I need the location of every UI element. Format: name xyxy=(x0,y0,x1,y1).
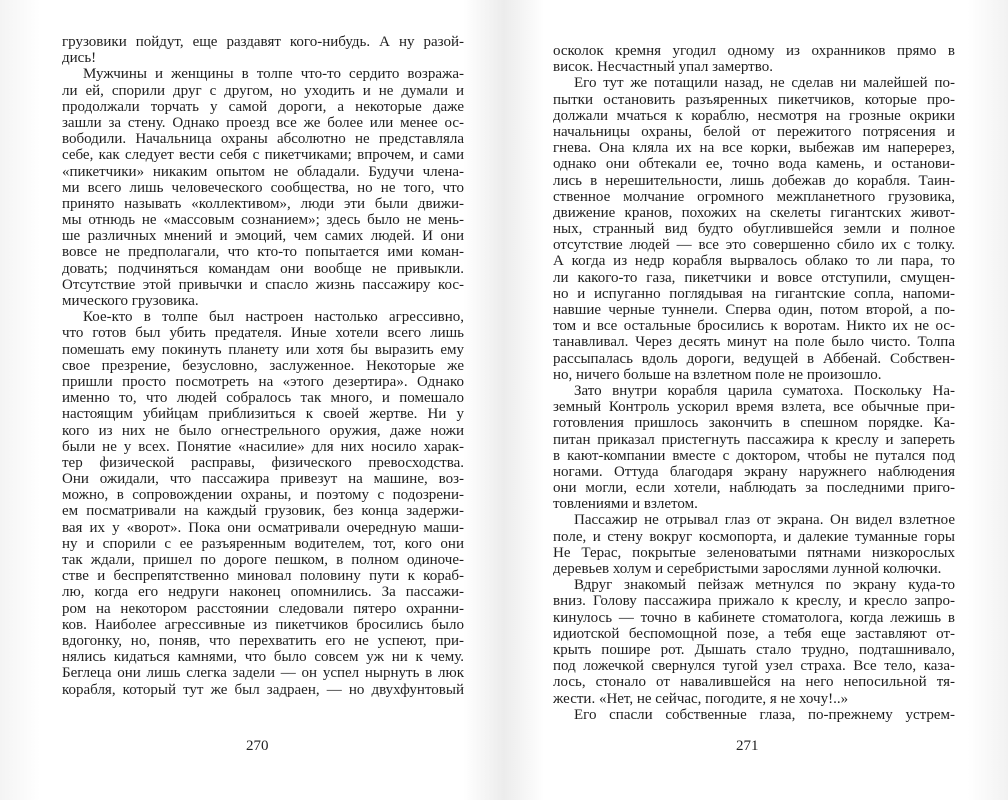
text-line: корабля, который тут же был задраен, — но двухфунтовый xyxy=(62,681,464,698)
text-line: но и испуганно поглядывая на гигантские сопла, напоми- xyxy=(553,285,955,302)
text-line: так ждали, пришел по дороге пешком, в полном одиноче- xyxy=(62,552,464,568)
text-line: Кое-кто в толпе был настроен настолько агрессивно, xyxy=(83,309,464,326)
text-line: Мужчины и женщины в толпе что-то сердито возража- xyxy=(83,66,464,83)
text-line: Его спасли собственные глаза, по-прежнему устрем- xyxy=(574,706,955,723)
text-line: вниз. Голову пассажира прижало к креслу, и кресло запро- xyxy=(553,593,955,610)
text-line: довать; подчиняться командам они вообще не привыкли. xyxy=(62,260,464,277)
text-line: можно, в сопровождении охраны, и поэтому с подозрени- xyxy=(62,487,464,504)
text-line: лю, когда его недруги наконец опомнились. За пассажи- xyxy=(62,584,464,601)
text-line: кого из них не было огнестрельного оружия, даже ножи xyxy=(62,422,464,439)
text-line: мического грузовика. xyxy=(62,293,199,309)
text-line: поле, и стену вокруг космопорта, и далекие туманные горы xyxy=(553,528,955,545)
text-line: были не у всех. Понятие «насилие» для них носило харак- xyxy=(62,438,464,455)
text-line: Зато внутри корабля царила суматоха. Поскольку На- xyxy=(574,382,955,399)
text-line: себе, как следует вести себя с пикетчиками; впрочем, и сами xyxy=(62,147,464,164)
text-line: пришли просто посмотреть на «этого дезертира». Однако xyxy=(62,373,464,390)
text-line: «пикетчики» никаким опытом не обладали. Будучи члена- xyxy=(62,163,464,180)
text-line: ногами. Оттуда благодаря экрану наружнего наблюдения xyxy=(553,463,955,480)
text-line: лось, стонало от навалившейся на него непосильной тя- xyxy=(553,674,955,691)
page-number-left: 270 xyxy=(246,738,269,754)
text-line: движение кранов, похожих на скелеты гигантских живот- xyxy=(553,204,955,221)
text-line: начальницы охраны, белой от пережитого потрясения и xyxy=(553,123,955,140)
text-line: питан приказал пристегнуть пассажира к креслу и запереть xyxy=(553,431,955,448)
text-line: ну и спорили с ее разъяренным водителем, тот, кого они xyxy=(62,535,464,552)
text-line: помешать ему покинуть планету или хотя бы выразить ему xyxy=(62,341,464,358)
text-line: ли какого-то газа, пикетчики и вовсе отступили, смущен- xyxy=(553,269,955,286)
text-line: принято называть «коллективом», люди эти были движи- xyxy=(62,195,464,212)
text-line: гнева. Она кляла их на все корки, выбежав им наперерез, xyxy=(553,140,955,157)
text-line: вдогонку, но, поняв, что перехватить его не успеют, при- xyxy=(62,632,464,649)
text-line: Пассажир не отрывал глаз от экрана. Он видел взлетное xyxy=(574,512,955,529)
text-line: том и все остальные бросились к воротам. Никто их не ос- xyxy=(553,318,955,335)
text-line: кинулось — точно в кабинете стоматолога, когда лежишь в xyxy=(553,609,955,626)
text-line: лись в нерешительности, лишь добежав до корабля. Таин- xyxy=(553,172,955,189)
text-line: под ложечкой свернулся тугой узел страха. Все тело, каза- xyxy=(553,658,955,675)
text-line: что готов был убить предателя. Иные хотели всего лишь xyxy=(62,325,464,342)
text-line: вободили. Начальница охраны абсолютно не представляла xyxy=(62,131,464,148)
text-line: зашли за стену. Однако проезд все же более или менее ос- xyxy=(62,114,464,131)
text-line: вовсе не предполагали, что кто-то попытается ими коман- xyxy=(62,244,464,261)
text-line: ми всего лишь человеческого сообщества, но не того, что xyxy=(62,179,464,196)
text-line: однако они обтекали ее, точно вода камень, и останови- xyxy=(553,156,955,173)
right-page-text xyxy=(553,43,955,723)
text-line: Они ожидали, что пассажира привезут на машине, воз- xyxy=(62,471,464,488)
text-line: навшие черные туннели. Сперва один, потом второй, а по- xyxy=(553,302,955,318)
text-line: ше различных мнений и эмоций, чем самих людей. И они xyxy=(62,228,464,245)
text-line: крыть пошире рот. Дышать стало трудно, подташнивало, xyxy=(553,641,955,658)
text-line: мы отнюдь не «массовым сознанием»; здесь было не мень- xyxy=(62,212,464,229)
text-line: но, ничего больше на взлетном поле не произошло. xyxy=(553,366,882,383)
text-line: ли ей, спорили друг с другом, но уходить и не думали и xyxy=(62,82,464,99)
text-line: грузовики пойдут, еще раздавят кого-нибудь. А ну разой- xyxy=(62,34,464,50)
text-line: дись! xyxy=(62,50,97,67)
text-line: готовления пришлось закончить в спешном порядке. Ка- xyxy=(553,415,955,432)
left-page-text xyxy=(62,34,464,698)
text-line: деревьев холум и серебристыми зарослями лунной колючки. xyxy=(553,561,942,577)
text-line: Его тут же потащили назад, не сделав ни малейшей по- xyxy=(574,75,955,92)
text-line: именно то, что людей собралось так много, и помешало xyxy=(62,390,464,407)
text-line: должали мчаться к кораблю, несмотря на грозные окрики xyxy=(553,107,955,124)
text-line: Отсутствие этой привычки и спасло жизнь пассажиру кос- xyxy=(62,276,464,293)
text-line: отсутствие людей — все это совершенно сбило их с толку. xyxy=(553,237,955,254)
text-line: земный Контроль ускорил время взлета, все обычные при- xyxy=(553,399,955,416)
text-line: жести. «Нет, не сейчас, погодите, я не хочу!..» xyxy=(553,690,849,707)
text-line: Беглеца они лишь слегка задели — он успел нырнуть в люк xyxy=(62,665,464,682)
text-line: стве и беспрепятственно миновал половину пути к кораб- xyxy=(62,568,464,585)
text-line: идиотской беспомощной позе, а тебя еще заставляют от- xyxy=(553,625,955,642)
text-line: продолжали торчать у самой дороги, а некоторые даже xyxy=(62,98,464,115)
text-line: висок. Несчастный упал замертво. xyxy=(553,59,773,76)
text-line: свое презрение, безусловно, заслуженное. Некоторые же xyxy=(62,357,464,374)
text-line: А когда из недр корабля вырвалось облако то ли пара, то xyxy=(553,253,955,270)
text-line: ных, странный вид будто обуглившейся земли и полное xyxy=(553,221,955,238)
text-line: товлениями и взлетом. xyxy=(553,496,698,513)
text-line: пытки остановить разъяренных пикетчиков, которые про- xyxy=(553,91,955,108)
text-line: они могли, если хотели, наблюдать за последними приго- xyxy=(553,480,955,497)
page-number-right: 271 xyxy=(736,738,759,754)
text-line: тер физической расправы, физического превосходства. xyxy=(62,454,464,471)
text-line: ром на некотором расстоянии следовали пятеро охранни- xyxy=(62,600,464,617)
text-line: ственное молчание огромного межпланетного грузовика, xyxy=(553,188,955,205)
text-line: вая их у «ворот». Пока они осматривали очередную маши- xyxy=(62,519,464,536)
text-line: танавливал. Через десять минут на поле было чисто. Толпа xyxy=(553,334,955,351)
text-line: настоящим убийцам приблизиться к своей жертве. Ни у xyxy=(62,406,464,423)
text-line: нялись кидаться камнями, что было совсем уж ни к чему. xyxy=(62,649,464,666)
text-line: Не Терас, покрытые зеленоватыми пятнами низкорослых xyxy=(553,544,955,561)
text-line: ков. Наиболее агрессивные из пикетчиков бросились было xyxy=(62,616,464,633)
text-line: Вдруг знакомый пейзаж метнулся по экрану куда-то xyxy=(574,577,955,594)
text-line: в кают-компании вместе с доктором, чтобы не путался под xyxy=(553,447,955,464)
text-line: рассыпалась вдоль дороги, ведущей в Аббенай. Собствен- xyxy=(553,350,955,367)
text-line: осколок кремня угодил одному из охранников прямо в xyxy=(553,43,955,59)
text-line: ем посматривали на каждый грузовик, без конца задержи- xyxy=(62,503,464,520)
